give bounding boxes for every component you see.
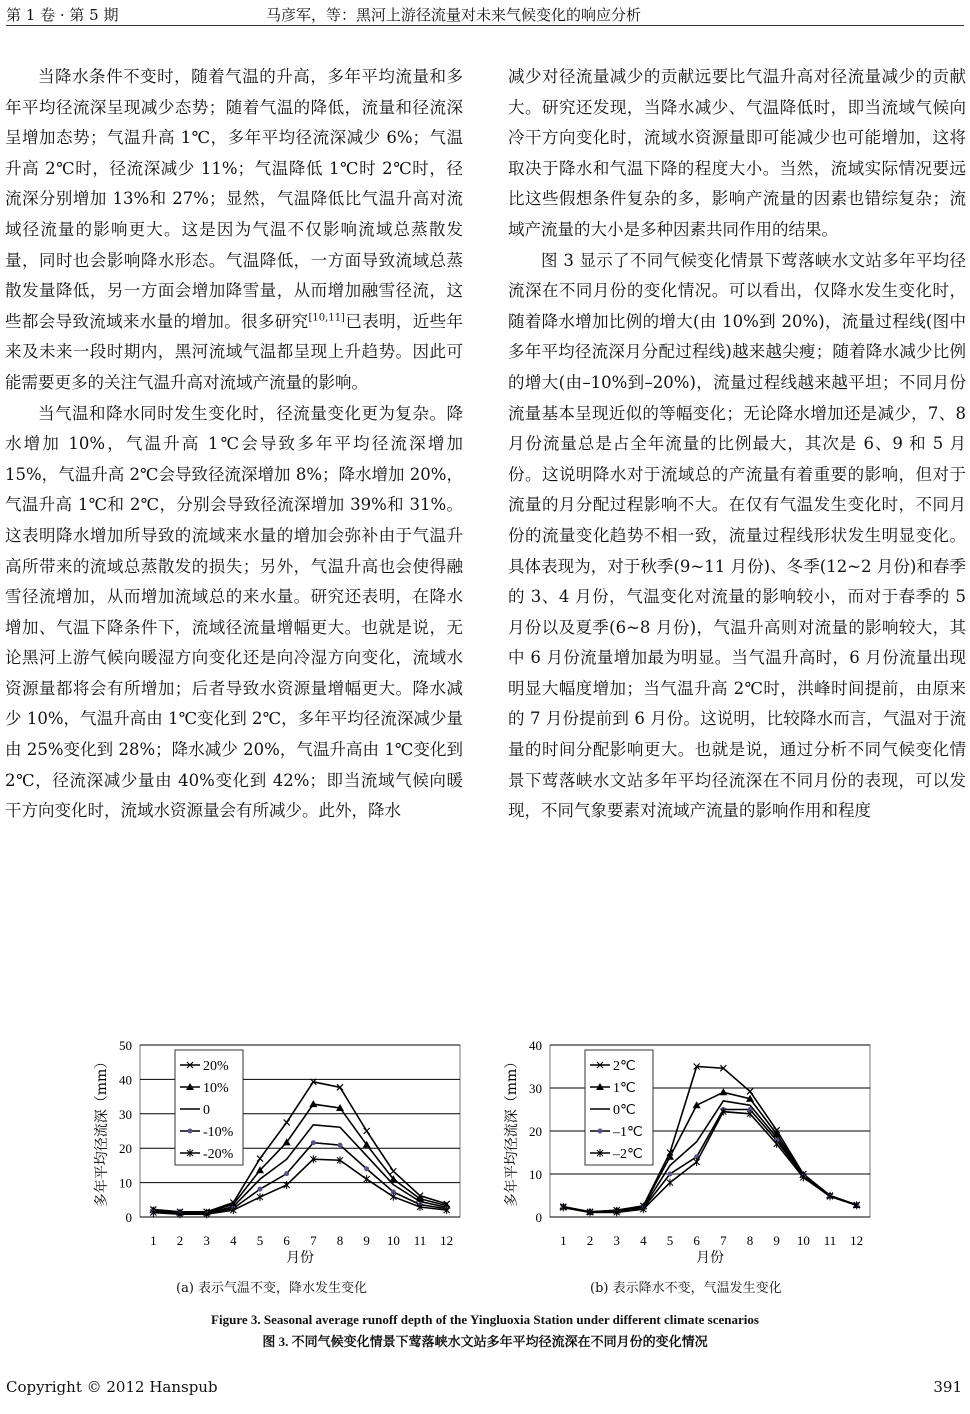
- y-axis-label: 多年平均径流深（mm）: [504, 1054, 520, 1208]
- marker-dot: [364, 1166, 369, 1171]
- x-tick-label: 12: [440, 1233, 454, 1248]
- y-tick-label: 20: [529, 1124, 542, 1139]
- x-tick-label: 9: [363, 1233, 370, 1248]
- left-column: [5, 62, 463, 827]
- figure-caption-zh: 图 3. 不同气候变化情景下莺落峡水文站多年平均径流深在不同月份的变化情况: [262, 1334, 708, 1349]
- legend-label: 20%: [203, 1059, 229, 1074]
- right-column: [508, 62, 966, 827]
- x-tick-label: 6: [283, 1233, 290, 1248]
- x-tick-label: 4: [640, 1233, 647, 1248]
- x-tick-label: 2: [176, 1233, 184, 1248]
- page-number: 391: [933, 1378, 962, 1396]
- legend: [175, 1050, 243, 1165]
- legend-label: -20%: [203, 1147, 234, 1162]
- x-tick-label: 5: [256, 1233, 264, 1248]
- x-tick-label: 10: [386, 1233, 400, 1248]
- legend: [585, 1050, 653, 1165]
- y-tick-label: 50: [119, 1038, 132, 1053]
- line-chart: [498, 1040, 878, 1270]
- chart-b: [498, 1040, 878, 1274]
- text: 当降水条件不变时，随着气温的升高，多年平均流量和多年平均径流深呈现减少态势；随着气温的降低，流量和径流深呈增加态势；气温升高 1℃，多年平均径流深减少 6%；气温升高 2℃时，径流深减少 11%；气温降低 1℃时 2℃时，径流深分别增加 13%和 27%；显然，气温降低比气温升高对流域径流量的影响更大。这是因为气温不仅影响流域总蒸散发量，同时也会影响降水形态。气温降低，一方面导致流域总蒸散发量降低，另一方面会增加降雪量，从而增加融雪径流，这些都会导致流域来水量的增加。很多研究: [5, 67, 463, 331]
- y-tick-label: 20: [119, 1141, 132, 1157]
- paragraph: [5, 62, 463, 399]
- text: 已表明，近些年来及未来一段时期内，黑河流域气温都呈现上升趋势。因此可能需要更多的关注气温升高对流域产流量的影响。: [5, 311, 464, 392]
- marker-dot: [668, 1172, 673, 1177]
- legend-label: –2℃: [613, 1147, 643, 1162]
- x-tick-label: 2: [586, 1233, 594, 1248]
- y-tick-label: 10: [529, 1167, 542, 1182]
- x-tick-label: 9: [773, 1233, 780, 1248]
- y-tick-label: 40: [119, 1072, 132, 1088]
- line-chart: [88, 1040, 468, 1270]
- y-tick-label: 10: [119, 1175, 132, 1191]
- legend-label: 2℃: [613, 1059, 636, 1074]
- legend-label: 0℃: [613, 1103, 636, 1118]
- x-tick-label: 5: [666, 1233, 674, 1248]
- running-header: [6, 4, 964, 26]
- x-tick-label: 7: [310, 1233, 317, 1248]
- x-tick-label: 3: [613, 1233, 620, 1248]
- x-tick-label: 8: [746, 1233, 754, 1248]
- y-tick-label: 40: [529, 1038, 542, 1053]
- copyright: Copyright © 2012 Hanspub: [6, 1378, 218, 1396]
- marker-dot: [338, 1143, 343, 1148]
- paragraph: 减少对径流量减少的贡献远要比气温升高对径流量减少的贡献大。研究还发现，当降水减少、气温降低时，即当流域气候向冷干方向变化时，流域水资源量即可能减少也可能增加，这将取决于降水和气温下降的程度大小。当然，流域实际情况要远比这些假想条件复杂的多，影响产流量的因素也错综复杂；流域产流量的大小是多种因素共同作用的结果。: [508, 67, 966, 239]
- marker-dot: [598, 1129, 603, 1134]
- legend-label: 10%: [203, 1081, 229, 1096]
- x-tick-label: 3: [203, 1233, 210, 1248]
- subcaption-b: (b) 表示降水不变，气温发生变化: [590, 1281, 782, 1296]
- citation: [10,11]: [308, 312, 345, 324]
- x-tick-label: 12: [850, 1233, 864, 1248]
- marker-dot: [311, 1140, 316, 1145]
- subcaption-a: (a) 表示气温不变，降水发生变化: [176, 1281, 368, 1296]
- marker-dot: [188, 1129, 193, 1134]
- x-tick-label: 4: [230, 1233, 237, 1248]
- journal-volume: 第 1 卷 · 第 5 期: [6, 6, 119, 24]
- legend-label: 1℃: [613, 1081, 636, 1096]
- legend-label: -10%: [203, 1125, 234, 1140]
- y-axis-label: 多年平均径流深（mm）: [94, 1054, 110, 1208]
- x-tick-label: 11: [823, 1233, 837, 1248]
- y-tick-label: 0: [125, 1210, 132, 1225]
- marker-dot: [258, 1187, 263, 1192]
- chart-a: [88, 1040, 468, 1274]
- legend-label: 0: [203, 1103, 210, 1118]
- x-axis-label: 月份: [696, 1250, 724, 1266]
- running-title: 马彦军，等：黑河上游径流量对未来气候变化的响应分析: [266, 6, 642, 24]
- marker-dot: [284, 1171, 289, 1176]
- figure-caption-en: Figure 3. Seasonal average runoff depth of the Yingluoxia Station under different climate scenarios: [211, 1312, 759, 1327]
- y-tick-label: 0: [535, 1210, 542, 1225]
- x-tick-label: 6: [693, 1233, 700, 1248]
- x-axis-label: 月份: [286, 1250, 314, 1266]
- y-tick-label: 30: [529, 1081, 542, 1096]
- paragraph: 图 3 显示了不同气候变化情景下莺落峡水文站多年平均径流深在不同月份的变化情况。可以看出，仅降水发生变化时，随着降水增加比例的增大(由 10%到 20%)，流量过程线(图中多年平均径流深月分配过程线)越来越尖瘦；随着降水减少比例的增大(由–10%到–20%)，流量过程线越来越平坦；不同月份流量基本呈现近似的等幅变化；无论降水增加还是减少，7、8 月份流量总是占全年流量的比例最大，其次是 6、9 和 5 月份。这说明降水对于流域总的产流量有着重要的影响，但对于流量的月分配过程影响不大。在仅有气温发生变化时，不同月份的流量变化趋势不相一致，流量过程线形状发生明显变化。具体表现为，对于秋季(9~11 月份)、冬季(12~2 月份)和春季的 3、4 月份，气温变化对流量的影响较小，而对于春季的 5 月份以及夏季(6~8 月份)，气温升高则对流量的影响较大，其中 6 月份流量增加最为明显。当气温升高时，6 月份流量出现明显大幅度增加；当气温升高 2℃时，洪峰时间提前，由原来的 7 月份提前到 6 月份。这说明，比较降水而言，气温对于流量的时间分配影响更大。也就是说，通过分析不同气候变化情景下莺落峡水文站多年平均径流深在不同月份的表现，可以发现，不同气象要素对流域产流量的影响作用和程度: [508, 250, 966, 821]
- x-tick-label: 10: [796, 1233, 810, 1248]
- paragraph: 当气温和降水同时发生变化时，径流量变化更为复杂。降水增加 10%，气温升高 1℃会导致多年平均径流深增加 15%，气温升高 2℃会导致径流深增加 8%；降水增加 20%，气温升高 1℃和 2℃，分别会导致径流深增加 39%和 31%。这表明降水增加所导致的流域来水量的增加会弥补由于气温升高所带来的流域总蒸散发的损失；另外，气温升高也会使得融雪径流增加，从而增加流域总的来水量。研究还表明，在降水增加、气温下降条件下，流域径流量增幅更大。也就是说，无论黑河上游气候向暖湿方向变化还是向冷湿方向变化，流域水资源量都将会有所增加；后者导致水资源量增幅更大。降水减少 10%，气温升高由 1℃变化到 2℃，多年平均径流深减少量由 25%变化到 28%；降水减少 20%，气温升高由 1℃变化到 2℃，径流深减少量由 40%变化到 42%；即当流域气候向暖干方向变化时，流域水资源量会有所减少。此外，降水: [5, 403, 463, 821]
- x-tick-label: 1: [560, 1233, 567, 1248]
- legend-label: –1℃: [613, 1125, 643, 1140]
- x-tick-label: 11: [413, 1233, 427, 1248]
- y-tick-label: 30: [119, 1106, 132, 1122]
- x-tick-label: 1: [150, 1233, 157, 1248]
- x-tick-label: 8: [336, 1233, 344, 1248]
- x-tick-label: 7: [720, 1233, 727, 1248]
